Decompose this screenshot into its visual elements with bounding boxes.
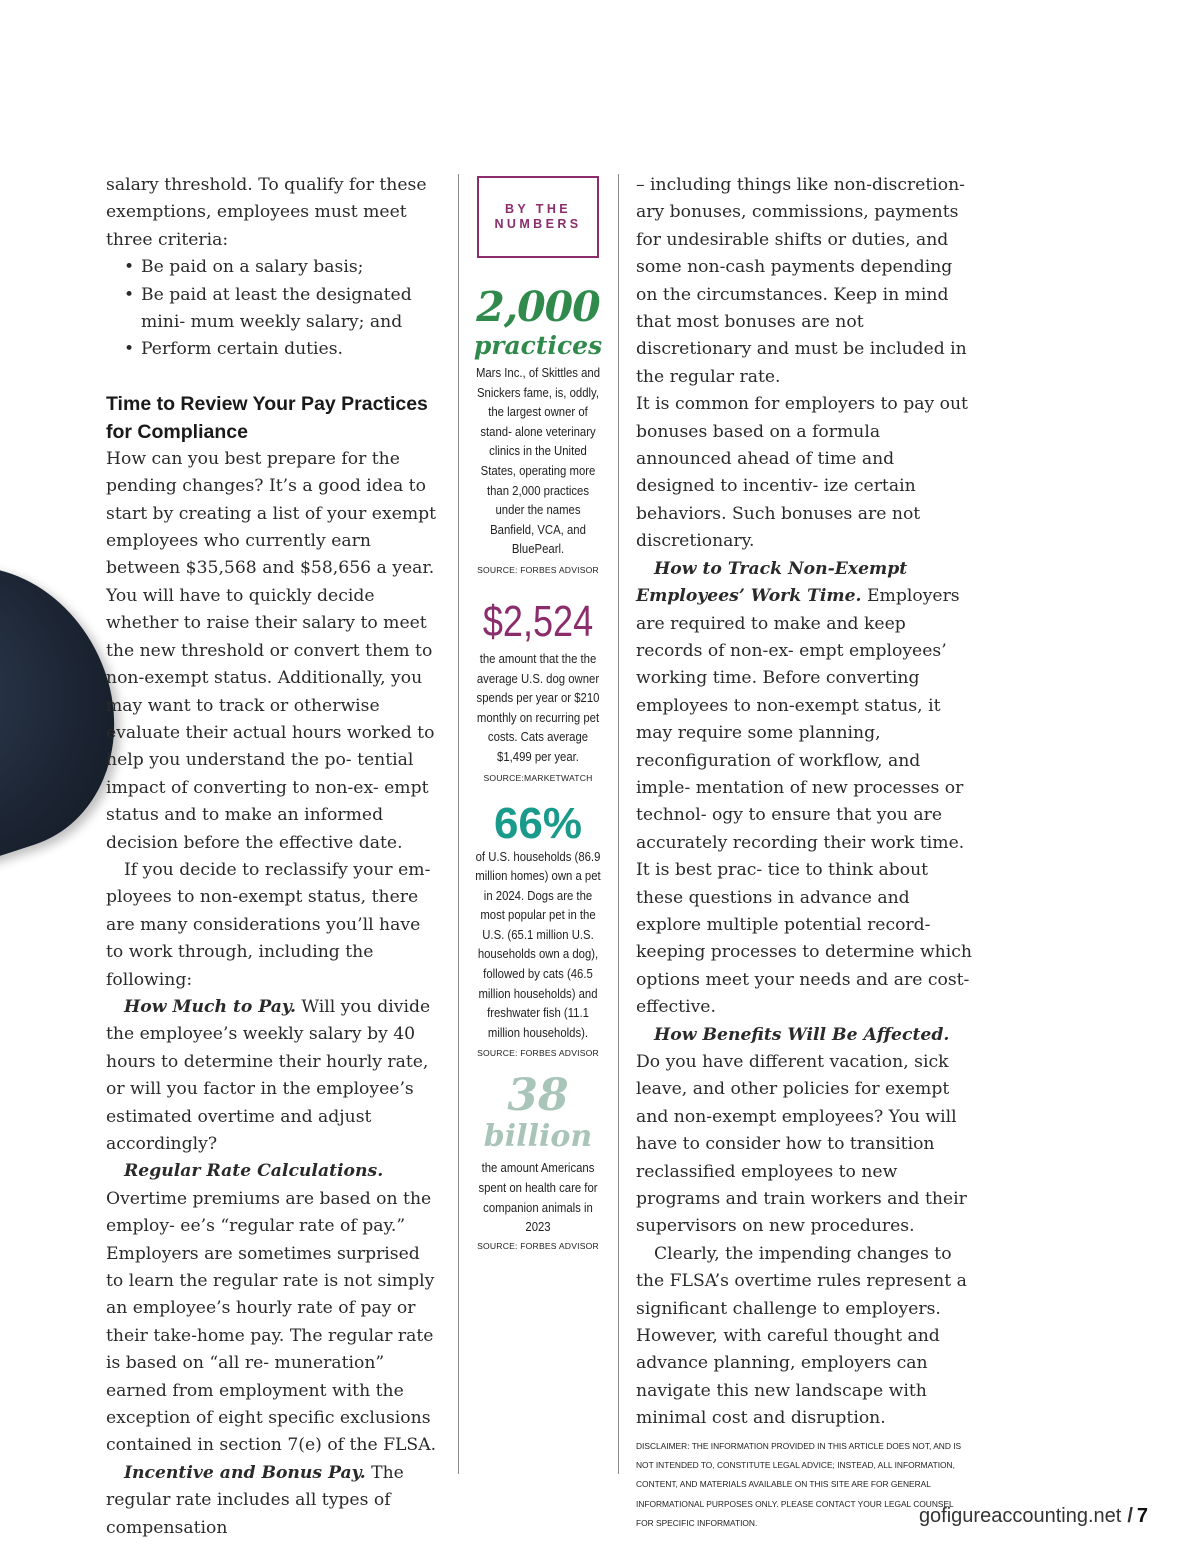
stat-value: 38 xyxy=(507,1070,569,1122)
body-paragraph: It is common for employers to pay out bonuses based on a formula announced ahead of time and designed to incentiv- ize certain behaviors. Such bonuses are not discretionary. xyxy=(636,394,968,552)
stat-block xyxy=(468,596,608,784)
column-divider xyxy=(458,174,459,1474)
stat-description: the amount that the the average U.S. dog owner spends per year or $210 monthly on recurring pet costs. Cats average $1,499 per year. xyxy=(476,651,600,764)
paragraph-lead: Incentive and Bonus Pay. xyxy=(124,1462,366,1483)
stat-description: the amount Americans spent on health care for companion animals in 2023 xyxy=(478,1161,598,1235)
stat-source: SOURCE: FORBES ADVISOR xyxy=(477,1048,599,1059)
body-paragraph: How can you best prepare for the pending changes? It’s a good idea to start by creating a list of your exempt employees who currently earn between $35,568 and $58,656 a year. You will have to quickly decide whether to raise their salary to meet the new threshold or convert them to non-exempt status. Additionally, you may want to track or otherwise evaluate their actual hours worked to help you understand the po- tential impact of converting to non-ex- empt status and to make an informed decision before the effective date. xyxy=(106,448,437,853)
site-url: gofigureaccounting.net xyxy=(918,1505,1122,1527)
body-paragraph xyxy=(106,1460,442,1542)
criteria-list xyxy=(106,254,442,364)
list-item: • Perform certain duties. xyxy=(124,336,442,363)
body-paragraph xyxy=(636,556,972,1022)
right-column xyxy=(636,172,972,1533)
body-paragraph xyxy=(106,994,442,1158)
sidebar-title-line2: NUMBERS xyxy=(494,217,582,231)
paragraph-lead: How Much to Pay. xyxy=(124,996,296,1017)
disclaimer: DISCLAIMER: THE INFORMATION PROVIDED IN THIS ARTICLE DOES NOT, AND IS NOT INTENDED TO, CONSTITUTE LEGAL ADVICE; INSTEAD, ALL INFORMATION, CONTENT, AND MATERIALS AVAILABLE ON THIS SITE ARE FOR GENERAL INFORMATIONAL PURPOSES ONLY. PLEASE CONTACT YOUR LEGAL COUNSEL FOR SPECIFIC INFORMATION. xyxy=(636,1440,962,1528)
body-paragraph: Clearly, the impending changes to the FLSA’s overtime rules represent a significant challenge to employers. However, with careful thought and advance planning, employers can navigate this new landscape with minimal cost and disruption. xyxy=(636,1243,967,1429)
body-paragraph xyxy=(106,1158,442,1459)
stat-description: of U.S. households (86.9 million homes) own a pet in 2024. Dogs are the most popular pet in the U.S. (65.1 million U.S. households own a dog), followed by cats (46.5 million households) and freshwater fish (11.1 million households). xyxy=(475,849,601,1040)
stat-unit: billion xyxy=(483,1119,593,1155)
stat-block xyxy=(468,284,608,576)
intro-paragraph: salary threshold. To qualify for these exemptions, employees must meet three criteria: xyxy=(106,175,427,250)
paragraph-text: Do you have different vacation, sick leave, and other policies for exempt and non-exempt employees? You will have to consider how to transition reclassified employees to new programs and train workers and their supervisors on new procedures. xyxy=(636,1052,967,1237)
stat-value: 66% xyxy=(493,798,583,848)
paragraph-text: Employers are required to make and keep records of non-ex- empt employees’ working time. Before converting employees to non-exempt status, it may require some planning, reconfiguration of workflow, and imple- mentation of new processes or technol- ogy to ensure that you are accurately recording their work time. It is best prac- tice to think about these questions in advance and explore multiple potential record-keeping processes to determine which options meet your needs and are cost-effective. xyxy=(636,586,972,1018)
by-the-numbers-sidebar xyxy=(468,176,608,1252)
stat-value: 2,000 xyxy=(476,283,600,331)
paragraph-text: Overtime premiums are based on the employ- ee’s “regular rate of pay.” Employers are sometimes surprised to learn the regular rate is not simply an employee’s hourly rate of pay or their take-home pay. The regular rate is based on “all re- muneration” earned from employment with the exception of eight specific exclusions contained in section 7(e) of the FLSA. xyxy=(106,1188,437,1456)
paragraph-lead: Regular Rate Calculations. xyxy=(124,1161,384,1182)
body-paragraph: – including things like non-discretion- ary bonuses, commissions, payments for undesirable shifts or duties, and some non-cash payments depending on the circumstances. Keep in mind that most bonuses are not discretionary and must be included in the regular rate. xyxy=(636,175,967,387)
section-heading: Time to Review Your Pay Practices for Compliance xyxy=(106,392,428,443)
stat-source: SOURCE: FORBES ADVISOR xyxy=(477,564,599,575)
list-item: • Be paid at least the designated mini- mum weekly salary; and xyxy=(124,282,442,337)
paragraph-lead: How to Track Non-Exempt Employees’ Work Time. xyxy=(636,558,908,607)
sidebar-title-box xyxy=(477,176,599,258)
footer-separator: / xyxy=(1127,1505,1133,1527)
body-paragraph xyxy=(636,1022,972,1241)
paragraph-lead: How Benefits Will Be Affected. xyxy=(654,1024,950,1045)
stat-unit: practices xyxy=(473,331,603,360)
stat-description: Mars Inc., of Skittles and Snickers fame, is, oddly, the largest owner of stand- alone veterinary clinics in the United States, operating more than 2,000 practices under the names Banfield, VCA, and BluePearl. xyxy=(475,366,601,557)
stat-value: $2,524 xyxy=(482,596,594,646)
sidebar-title-line1: BY THE xyxy=(504,202,571,216)
paragraph-text: Will you divide the employee’s weekly salary by 40 hours to determine their hourly rate, or will you factor in the employee’s estimated overtime and adjust accordingly? xyxy=(106,996,431,1154)
list-item: • Be paid on a salary basis; xyxy=(124,254,442,281)
page-footer xyxy=(919,1505,1148,1528)
stat-source: SOURCE:MARKETWATCH xyxy=(483,772,593,783)
stat-source: SOURCE: FORBES ADVISOR xyxy=(477,1240,599,1251)
left-column xyxy=(106,172,442,1542)
stat-block xyxy=(468,798,608,1060)
page-number: 7 xyxy=(1136,1505,1148,1527)
paragraph-text: The regular rate includes all types of compensation xyxy=(106,1462,404,1538)
column-divider xyxy=(618,174,619,1474)
stat-block xyxy=(468,1070,608,1251)
body-paragraph: If you decide to reclassify your em- ployees to non-exempt status, there are many considerations you’ll have to work through, including the following: xyxy=(106,859,431,990)
